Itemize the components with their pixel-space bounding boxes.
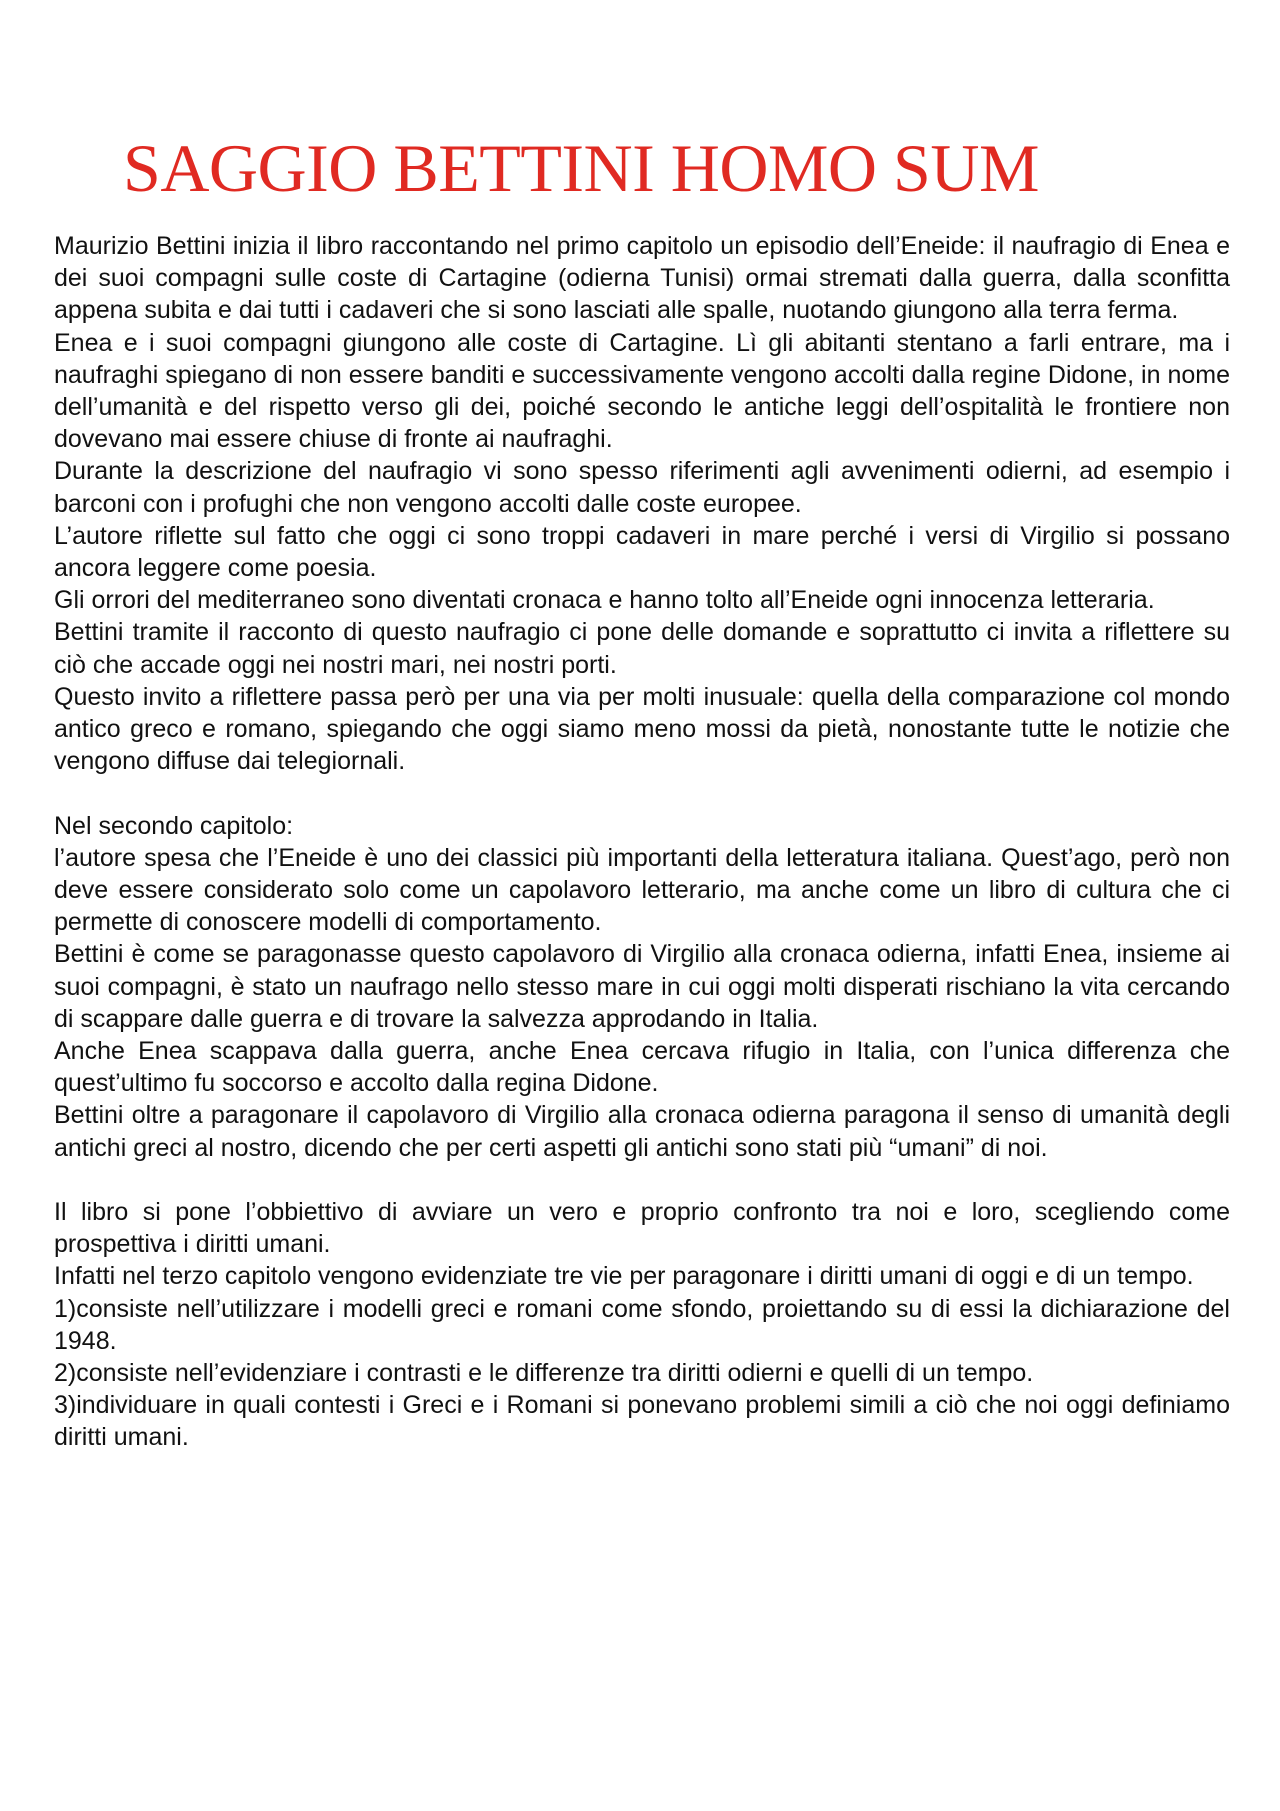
paragraph-aeneid-classic: l’autore spesa che l’Eneide è uno dei classici più importanti della letteratura italiana. Quest’ago, però non deve essere considerato solo come un capolavoro letterario, ma anche come un libro di cultura che ci permette di conoscere modelli di comportamento. xyxy=(54,843,1230,937)
document-title: SAGGIO BETTINI HOMO SUM xyxy=(123,130,1039,206)
list-item-way-1: 1)consiste nell’utilizzare i modelli greci e romani come sfondo, proiettando su di essi la dichiarazione del 1948. xyxy=(54,1294,1230,1355)
paragraph-mediterranean-horrors: Gli orrori del mediterraneo sono diventati cronaca e hanno tolto all’Eneide ogni innocenza letteraria. xyxy=(54,586,1155,615)
paragraph-arrival-carthage: Enea e i suoi compagni giungono alle coste di Cartagine. Lì gli abitanti stentano a farli entrare, ma i naufraghi spiegano di non essere banditi e successivamente vengono accolti dalla regine Didone, in nome dell’umanità e del rispetto verso gli dei, poiché secondo le antiche leggi dell’ospitalità le frontiere non dovevano mai essere chiuse di fronte ai naufraghi. xyxy=(54,328,1230,454)
blank-line xyxy=(54,1164,1230,1196)
paragraph-humanity-comparison: Bettini oltre a paragonare il capolavoro di Virgilio alla cronaca odierna paragona il senso di umanità degli antichi greci al nostro, dicendo che per certi aspetti gli antichi sono stati più “umani” di noi. xyxy=(54,1101,1230,1162)
paragraph-questions: Bettini tramite il racconto di questo naufragio ci pone delle domande e soprattutto ci invita a riflettere su ciò che accade oggi nei nostri mari, nei nostri porti. xyxy=(54,618,1230,679)
paragraph-modern-references: Durante la descrizione del naufragio vi sono spesso riferimenti agli avvenimenti odierni, ad esempio i barconi con i profughi che non vengono accolti dalle coste europee. xyxy=(54,457,1230,518)
document-body xyxy=(54,230,1230,1454)
paragraph-aeneas-refuge: Anche Enea scappava dalla guerra, anche Enea cercava rifugio in Italia, con l’unica differenza che quest’ultimo fu soccorso e accolto dalla regina Didone. xyxy=(54,1037,1230,1098)
paragraph-book-objective: Il libro si pone l’obbiettivo di avviare un vero e proprio confronto tra noi e loro, scegliendo come prospettiva i diritti umani. xyxy=(54,1198,1230,1259)
paragraph-comparison: Questo invito a riflettere passa però per una via per molti inusuale: quella della comparazione col mondo antico greco e romano, spiegando che oggi siamo meno mossi da pietà, nonostante tutte le notizie che vengono diffuse dai telegiornali. xyxy=(54,682,1230,776)
paragraph-author-reflection: L’autore riflette sul fatto che oggi ci sono troppi cadaveri in mare perché i versi di Virgilio si possano ancora leggere come poesia. xyxy=(54,521,1230,583)
list-item-way-2: 2)consiste nell’evidenziare i contrasti e le differenze tra diritti odierni e quelli di un tempo. xyxy=(54,1359,1034,1388)
paragraph-third-chapter: Infatti nel terzo capitolo vengono evidenziate tre vie per paragonare i diritti umani di oggi e di un tempo. xyxy=(54,1262,1194,1291)
paragraph-second-chapter-heading: Nel secondo capitolo: xyxy=(54,811,294,840)
list-item-way-3: 3)individuare in quali contesti i Greci e i Romani si ponevano problemi simili a ciò che noi oggi definiamo diritti umani. xyxy=(54,1391,1230,1452)
paragraph-aeneas-shipwreck: Bettini è come se paragonasse questo capolavoro di Virgilio alla cronaca odierna, infatti Enea, insieme ai suoi compagni, è stato un naufrago nello stesso mare in cui oggi molti disperati rischiano la vita cercando di scappare dalle guerra e di trovare la salvezza approdando in Italia. xyxy=(54,940,1230,1033)
blank-line xyxy=(54,777,1230,809)
paragraph-intro-episode: Maurizio Bettini inizia il libro raccontando nel primo capitolo un episodio dell’Eneide: il naufragio di Enea e dei suoi compagni sulle coste di Cartagine (odierna Tunisi) ormai stremati dalla guerra, dalla sconfitta appena subita e dai tutti i cadaveri che si sono lasciati alle spalle, nuotando giungono alla terra ferma. xyxy=(54,232,1230,325)
